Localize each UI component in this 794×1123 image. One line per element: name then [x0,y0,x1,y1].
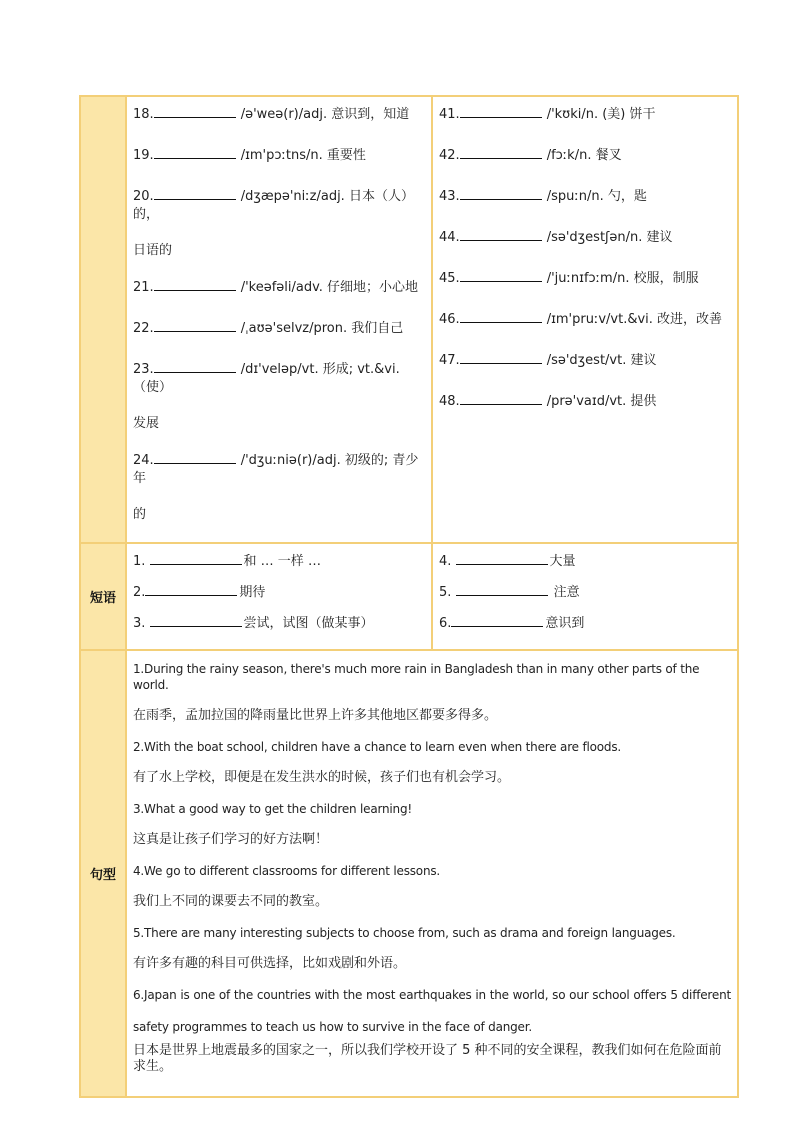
vocab-definition: /dʒæpə'niːz/adj. 日本（人）的， [133,189,414,222]
sentence-english: 5.There are many interesting subjects to choose from, such as drama and foreign languages. [133,926,676,940]
vocab-definition: /'kʊki/n. (美) 饼干 [546,107,656,122]
answer-blank[interactable] [154,451,236,464]
phrase-blank[interactable] [145,583,237,596]
vocab-number: 47. [439,353,460,368]
vocab-definition: /prə'vaɪd/vt. 提供 [546,394,657,409]
phrase-item [133,614,431,645]
vocab-left-column [126,96,432,543]
phrase-meaning: 和 … 一样 … [243,554,321,569]
vocab-item [439,187,737,206]
vocab-number: 20. [133,189,154,204]
phrase-item [133,583,431,614]
sentence-chinese: 有许多有趣的科目可供选择，比如戏剧和外语。 [133,956,407,971]
vocab-definition: /ə'weə(r)/adj. 意识到，知道 [240,107,410,122]
phrase-number: 5. [439,585,456,600]
phrase-meaning: 意识到 [545,616,585,631]
vocab-number: 24. [133,453,154,468]
phrase-left-column [126,543,432,650]
vocab-definition: /'juːnɪfɔːm/n. 校服，制服 [546,271,699,286]
vocab-item [439,228,737,247]
vocab-item [133,146,431,165]
vocab-definition-continued: 发展 [133,416,160,431]
vocab-number: 19. [133,148,154,163]
sentence-chinese: 有了水上学校，即便是在发生洪水的时候，孩子们也有机会学习。 [133,770,511,785]
answer-blank[interactable] [154,278,236,291]
vocab-item [439,146,737,165]
vocab-right-column [432,96,738,543]
answer-blank[interactable] [154,146,236,159]
phrase-number: 1. [133,554,150,569]
vocab-number: 22. [133,321,154,336]
sentence-english: 3.What a good way to get the children learning! [133,802,412,816]
vocab-number: 48. [439,394,460,409]
phrase-number: 6. [439,616,452,631]
phrase-item [439,614,737,645]
phrase-item [439,583,737,614]
phrase-meaning: 注意 [549,585,580,600]
phrase-number: 2. [133,585,146,600]
vocab-number: 23. [133,362,154,377]
vocab-definition: /sə'dʒestʃən/n. 建议 [546,230,673,245]
phrase-blank[interactable] [150,614,242,627]
phrase-blank[interactable] [456,583,548,596]
vocab-item [439,392,737,411]
answer-blank[interactable] [460,146,542,159]
phrase-blank[interactable] [451,614,543,627]
vocab-definition: /dɪ'veləp/vt. 形成; vt.&vi. （使） [133,362,400,395]
vocab-item [133,105,431,124]
answer-blank[interactable] [460,310,542,323]
vocab-number: 21. [133,280,154,295]
phrase-right-column [432,543,738,650]
sentence-label: 句型 [80,650,126,1097]
phrase-item [439,552,737,583]
phrase-item [133,552,431,583]
vocab-item [439,105,737,124]
sentence-chinese: 这真是让孩子们学习的好方法啊！ [133,832,329,847]
answer-blank[interactable] [460,269,542,282]
sentence-chinese: 日本是世界上地震最多的国家之一，所以我们学校开设了 5 种不同的安全课程，教我们如何在危险面前求生。 [133,1043,722,1074]
vocab-number: 43. [439,189,460,204]
vocab-definition: /ɪm'pruːv/vt.&vi. 改进，改善 [546,312,723,327]
answer-blank[interactable] [154,187,236,200]
vocab-number: 41. [439,107,460,122]
vocab-item [439,351,737,370]
vocab-definition: /sə'dʒest/vt. 建议 [546,353,657,368]
answer-blank[interactable] [460,105,542,118]
vocab-item [133,360,431,433]
phrase-blank[interactable] [150,552,242,565]
vocab-definition-continued: 日语的 [133,243,173,258]
answer-blank[interactable] [154,319,236,332]
vocab-definition: /ˌaʊə'selvz/pron. 我们自己 [240,321,404,336]
answer-blank[interactable] [460,187,542,200]
vocab-number: 45. [439,271,460,286]
phrase-meaning: 大量 [549,554,576,569]
vocab-item [133,187,431,260]
sentence-english: 1.During the rainy season, there's much more rain in Bangladesh than in many other parts of the world. [133,662,700,692]
vocab-definition: /'keəfəli/adv. 仔细地；小心地 [240,280,419,295]
vocab-definition: /ɪm'pɔːtns/n. 重要性 [240,148,366,163]
vocab-item [133,451,431,524]
vocab-number: 42. [439,148,460,163]
sentence-column [126,650,738,1097]
sentence-chinese: 在雨季，孟加拉国的降雨量比世界上许多其他地区都要多得多。 [133,708,498,723]
vocab-row [80,96,738,543]
vocab-definition: /fɔːk/n. 餐叉 [546,148,622,163]
vocab-item [133,319,431,338]
sentence-row [80,650,738,1097]
answer-blank[interactable] [460,228,542,241]
vocab-number: 18. [133,107,154,122]
worksheet-table [79,95,739,1098]
phrase-blank[interactable] [456,552,548,565]
answer-blank[interactable] [460,392,542,405]
sentence-english: 2.With the boat school, children have a chance to learn even when there are floods. [133,740,621,754]
vocab-definition: /'dʒuːniə(r)/adj. 初级的; 青少年 [133,453,419,486]
vocab-label-cell [80,96,126,543]
vocab-item [439,310,737,329]
phrase-meaning: 尝试，试图（做某事） [243,616,374,631]
phrase-meaning: 期待 [239,585,266,600]
vocab-item [439,269,737,288]
phrase-row [80,543,738,650]
answer-blank[interactable] [460,351,542,364]
vocab-item [133,278,431,297]
sentence-chinese: 我们上不同的课要去不同的教室。 [133,894,329,909]
phrase-number: 4. [439,554,456,569]
sentence-english: 6.Japan is one of the countries with the most earthquakes in the world, so our school offers 5 different safety programmes to teach us how to survive in the face of danger. [133,988,731,1034]
phrase-number: 3. [133,616,150,631]
answer-blank[interactable] [154,360,236,373]
vocab-definition: /spuːn/n. 勺，匙 [546,189,647,204]
sentence-english: 4.We go to different classrooms for different lessons. [133,864,441,878]
phrase-label: 短语 [80,543,126,650]
vocab-number: 46. [439,312,460,327]
answer-blank[interactable] [154,105,236,118]
vocab-definition-continued: 的 [133,507,147,522]
vocab-number: 44. [439,230,460,245]
